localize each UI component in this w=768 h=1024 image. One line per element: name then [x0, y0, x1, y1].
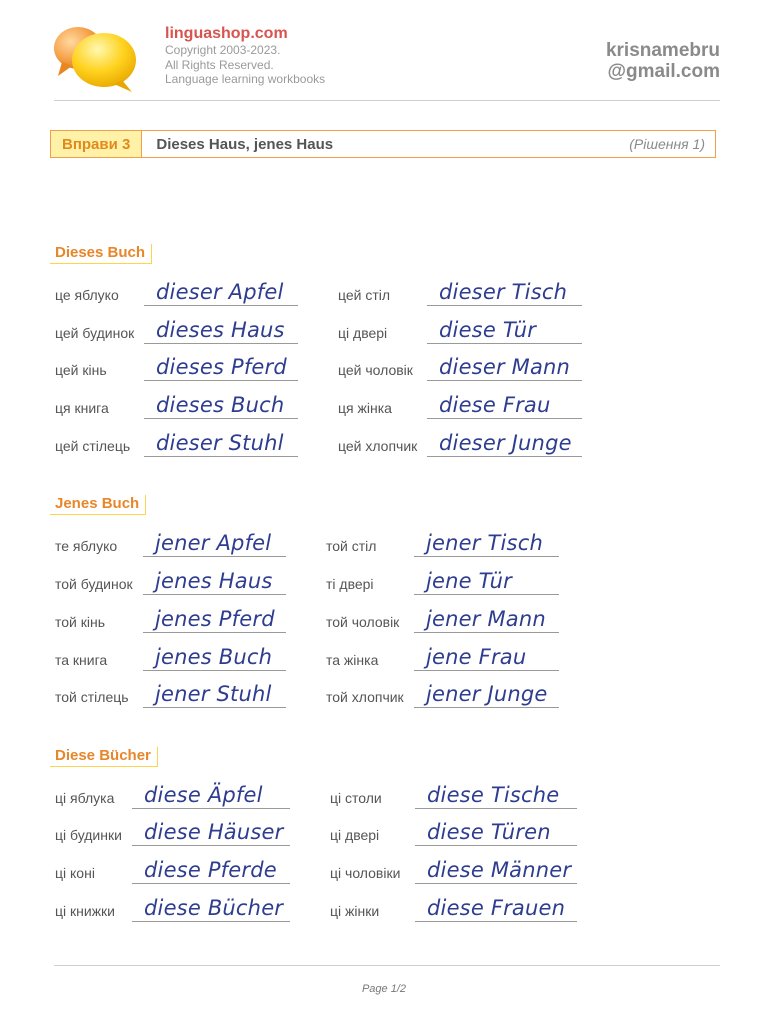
- prompt-label: ця жінка: [338, 400, 392, 416]
- exercise-row: [0, 393, 768, 423]
- exercise-row: [0, 896, 768, 926]
- exercise-row: [0, 645, 768, 675]
- answer-field[interactable]: diese Tür: [427, 318, 582, 344]
- exercise-row: [0, 569, 768, 599]
- exercise-title-bar: [50, 130, 716, 158]
- section-title: Diese Bücher: [50, 747, 158, 767]
- footer-divider: [54, 965, 720, 966]
- prompt-label: ці жінки: [330, 903, 380, 919]
- answer-field[interactable]: jenes Buch: [143, 645, 286, 671]
- prompt-label: той стіл: [326, 538, 377, 554]
- answer-field[interactable]: diese Türen: [415, 820, 577, 846]
- answer-field[interactable]: dieser Junge: [427, 431, 582, 457]
- answer-field[interactable]: dieses Buch: [144, 393, 298, 419]
- answer-field[interactable]: diese Tische: [415, 783, 577, 809]
- answer-field[interactable]: diese Pferde: [132, 858, 290, 884]
- rights-text: All Rights Reserved.: [165, 57, 274, 72]
- prompt-label: той кінь: [55, 614, 106, 630]
- exercise-row: [0, 682, 768, 712]
- answer-field[interactable]: diese Männer: [415, 858, 577, 884]
- answer-field[interactable]: dieses Haus: [144, 318, 298, 344]
- prompt-label: цей чоловік: [338, 362, 413, 378]
- answer-field[interactable]: jene Tür: [414, 569, 559, 595]
- prompt-label: ці коні: [55, 865, 95, 881]
- prompt-label: цей стіл: [338, 287, 391, 303]
- header-divider: [54, 100, 720, 101]
- answer-field[interactable]: diese Bücher: [132, 896, 290, 922]
- section-title: Jenes Buch: [50, 495, 146, 515]
- answer-field[interactable]: jener Tisch: [414, 531, 559, 557]
- site-name[interactable]: linguashop.com: [165, 25, 288, 42]
- prompt-label: цей хлопчик: [338, 438, 418, 454]
- prompt-label: ці двері: [330, 827, 380, 843]
- exercise-row: [0, 858, 768, 888]
- answer-field[interactable]: diese Häuser: [132, 820, 290, 846]
- copyright-text: Copyright 2003-2023.: [165, 43, 281, 57]
- exercise-title: Dieses Haus, jenes Haus: [156, 135, 334, 153]
- prompt-label: ці яблука: [55, 790, 115, 806]
- answer-field[interactable]: diese Äpfel: [132, 783, 290, 809]
- prompt-label: цей будинок: [55, 325, 135, 341]
- brand-block: [165, 25, 325, 87]
- exercise-row: [0, 355, 768, 385]
- answer-field[interactable]: jene Frau: [414, 645, 559, 671]
- answer-field[interactable]: jenes Pferd: [143, 607, 286, 633]
- exercise-note: (Рішення 1): [629, 136, 705, 152]
- prompt-label: цей стілець: [55, 438, 131, 454]
- answer-field[interactable]: dieses Pferd: [144, 355, 298, 381]
- prompt-label: ця книга: [55, 400, 109, 416]
- prompt-label: той чоловік: [326, 614, 400, 630]
- answer-field[interactable]: dieser Apfel: [144, 280, 298, 306]
- exercise-row: [0, 431, 768, 461]
- contact-email[interactable]: [606, 40, 720, 82]
- answer-field[interactable]: jener Apfel: [143, 531, 286, 557]
- answer-field[interactable]: jener Mann: [414, 607, 559, 633]
- exercise-row: [0, 531, 768, 561]
- prompt-label: ці книжки: [55, 903, 116, 919]
- answer-field[interactable]: dieser Tisch: [427, 280, 582, 306]
- prompt-label: та книга: [55, 652, 108, 668]
- page-number: Page 1/2: [361, 983, 407, 995]
- prompt-label: ці будинки: [55, 827, 122, 843]
- tagline-text: Language learning workbooks: [165, 72, 326, 86]
- prompt-label: те яблуко: [55, 538, 118, 554]
- answer-field[interactable]: jener Junge: [414, 682, 559, 708]
- speech-bubbles-logo-icon: [52, 24, 142, 94]
- exercise-row: [0, 280, 768, 310]
- prompt-label: той стілець: [55, 689, 129, 705]
- prompt-label: ті двері: [326, 576, 374, 592]
- prompt-label: цей кінь: [55, 362, 107, 378]
- email-line-1: krisnamebru: [605, 40, 720, 61]
- prompt-label: це яблуко: [55, 287, 119, 303]
- prompt-label: ці чоловіки: [330, 865, 401, 881]
- prompt-label: та жінка: [326, 652, 379, 668]
- answer-field[interactable]: diese Frauen: [415, 896, 577, 922]
- prompt-label: той будинок: [55, 576, 133, 592]
- prompt-label: той хлопчик: [326, 689, 404, 705]
- exercise-row: [0, 783, 768, 813]
- answer-field[interactable]: jener Stuhl: [143, 682, 286, 708]
- exercise-row: [0, 607, 768, 637]
- email-line-2: @gmail.com: [607, 61, 720, 82]
- answer-field[interactable]: jenes Haus: [143, 569, 286, 595]
- section-title: Dieses Buch: [50, 244, 152, 264]
- exercise-label: Вправи 3: [51, 131, 142, 157]
- exercise-row: [0, 820, 768, 850]
- answer-field[interactable]: dieser Mann: [427, 355, 582, 381]
- answer-field[interactable]: diese Frau: [427, 393, 582, 419]
- exercise-row: [0, 318, 768, 348]
- answer-field[interactable]: dieser Stuhl: [144, 431, 298, 457]
- prompt-label: ці столи: [330, 790, 382, 806]
- prompt-label: ці двері: [338, 325, 388, 341]
